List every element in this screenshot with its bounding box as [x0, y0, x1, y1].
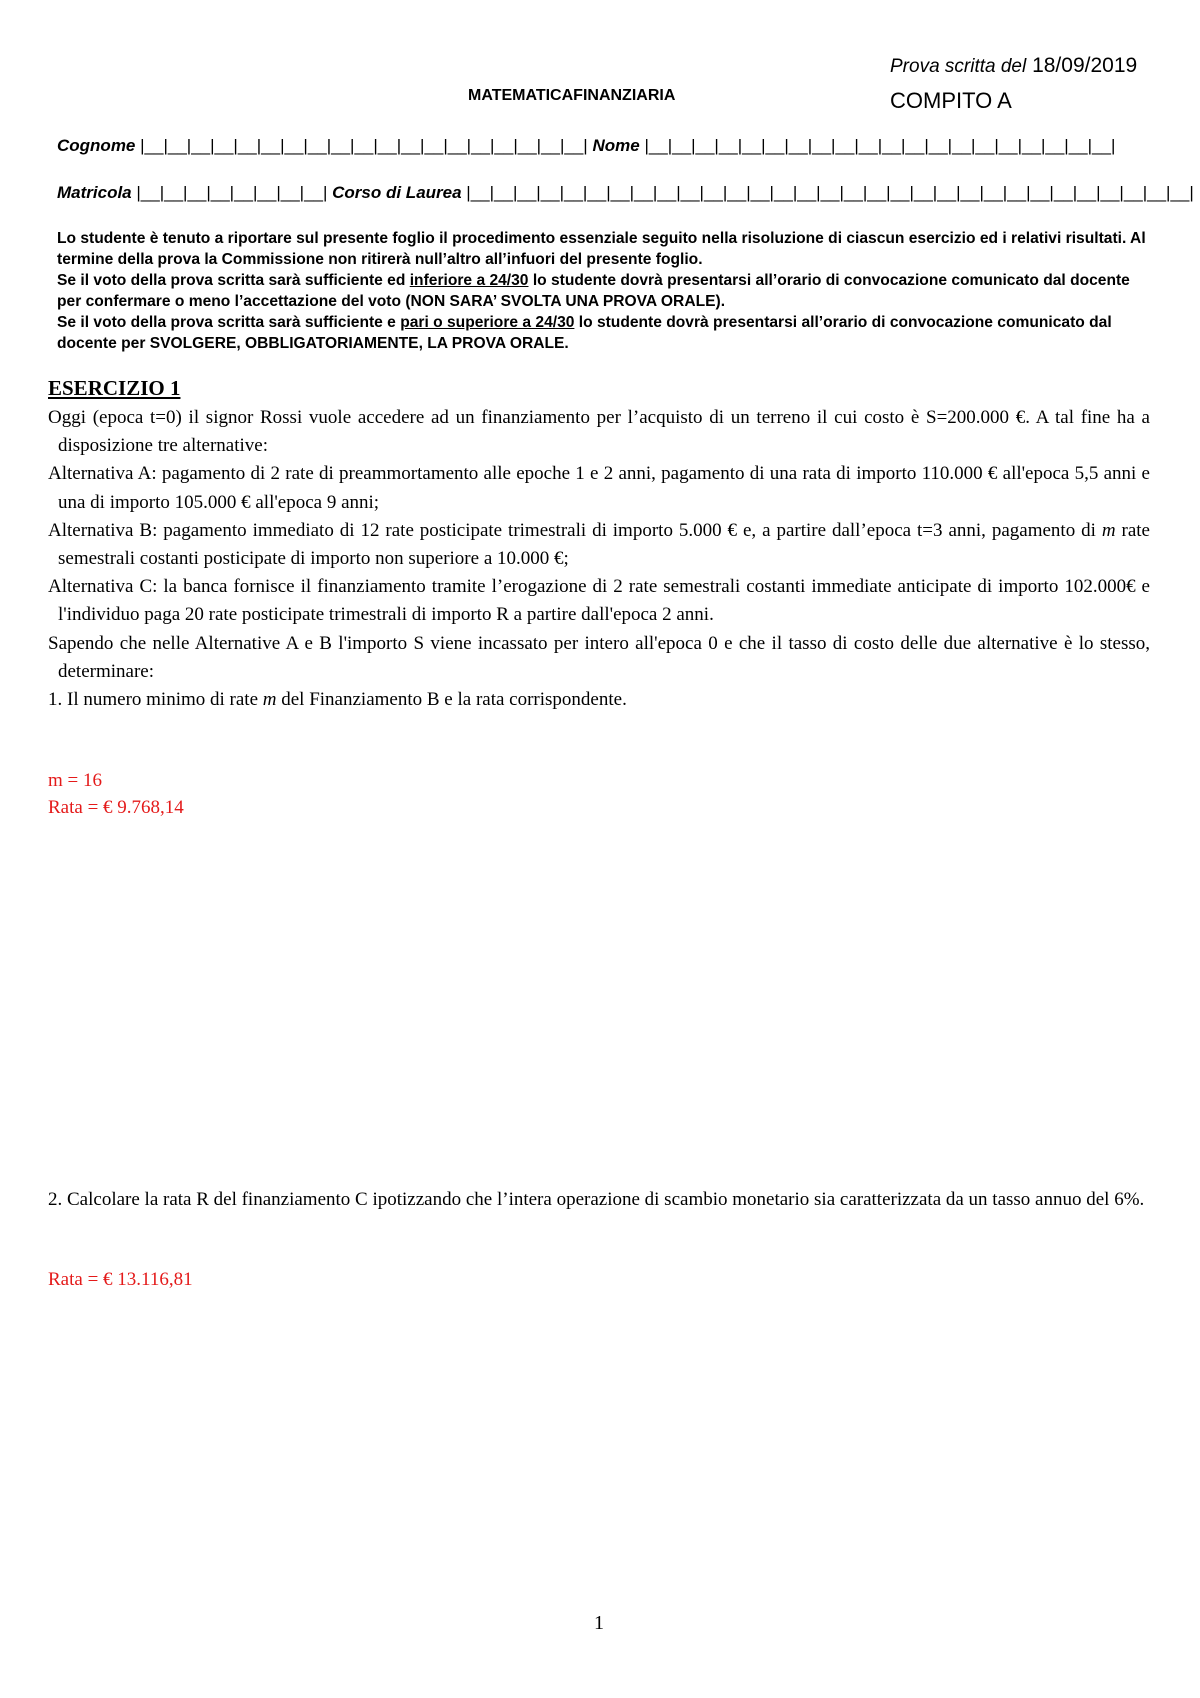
- surname-label: Cognome: [57, 136, 136, 155]
- alt-b-text: rate semestrali costanti posticipate di importo non superiore a 10.000 €;: [58, 519, 1150, 570]
- instruction-emphasis: pari o superiore a 24/30: [400, 314, 575, 331]
- instruction-text: lo studente dovrà presentarsi all’orario di convocazione comunicato dal docente per confermare o meno l’accettazione del voto (NON SARA’ SVOLTA UNA PROVA ORALE).: [57, 272, 1130, 310]
- name-field[interactable]: |__|__|__|__|__|__|__|__|__|__|__|__|__|__|__|__|__|__|__|__|: [644, 136, 1116, 155]
- answer-1-m: m = 16: [48, 770, 102, 791]
- alternative-a: Alternativa A: pagamento di 2 rate di preammortamento alle epoche 1 e 2 anni, pagamento di una rata di importo 110.000 € all'epoca 5,5 anni e una di importo 105.000 € all'epoca 9 anni;: [48, 463, 1150, 513]
- page-number: 1: [594, 1612, 604, 1634]
- exercise-body: [48, 404, 1150, 714]
- question-2: 2. Calcolare la rata R del finanziamento C ipotizzando che l’intera operazione di scambio monetario sia caratterizzata da un tasso annuo del 6%.: [48, 1189, 1145, 1210]
- exam-date-label: Prova scritta del: [890, 56, 1027, 77]
- q1-text: 1. Il numero minimo di rate: [48, 689, 263, 711]
- answer-1: [48, 767, 184, 821]
- exercise-given: Sapendo che nelle Alternative A e B l'importo S viene incassato per intero all'epoca 0 e che il tasso di costo delle due alternative è lo stesso, determinare:: [48, 632, 1150, 682]
- id-label: Matricola: [57, 183, 132, 202]
- instruction-text: Se il voto della prova scritta sarà sufficiente ed: [57, 272, 410, 289]
- course-title: MATEMATICAFINANZIARIA: [468, 87, 676, 104]
- alternative-c: Alternativa C: la banca fornisce il finanziamento tramite l’erogazione di 2 rate semestrali costanti immediate anticipate di importo 102.000€ e l'individuo paga 20 rate posticipate trimestrali di importo R a partire dall'epoca 2 anni.: [48, 576, 1150, 626]
- variable-m: m: [262, 689, 277, 711]
- exercise-intro: Oggi (epoca t=0) il signor Rossi vuole accedere ad un finanziamento per l’acquisto di un terreno il cui costo è S=200.000 €. A tal fine ha a disposizione tre alternative:: [48, 407, 1150, 457]
- exam-version: COMPITO A: [890, 88, 1012, 113]
- instructions: [57, 228, 1147, 354]
- answer-2-rata: Rata = € 13.116,81: [48, 1269, 193, 1290]
- instruction-paragraph-2: [57, 270, 1147, 312]
- surname-field[interactable]: |__|__|__|__|__|__|__|__|__|__|__|__|__|__|__|__|__|__|__|: [140, 136, 588, 155]
- question-1: [48, 686, 1150, 714]
- exam-date: [890, 54, 1137, 78]
- q1-text: del Finanziamento B e la rata corrispondente.: [276, 689, 627, 711]
- degree-label: Corso di Laurea: [332, 183, 462, 202]
- id-field[interactable]: |__|__|__|__|__|__|__|__|: [136, 183, 328, 202]
- exercise-title: ESERCIZIO 1: [48, 376, 181, 400]
- name-label: Nome: [592, 136, 640, 155]
- variable-m: m: [1101, 519, 1116, 541]
- student-name-row: [57, 136, 1115, 156]
- instruction-paragraph-3: [57, 312, 1147, 354]
- instruction-text: lo studente dovrà presentarsi all’orario di convocazione comunicato dal docente per SVOLGERE, OBBLIGATORIAMENTE, LA PROVA ORALE.: [57, 314, 1112, 352]
- instruction-emphasis: inferiore a 24/30: [409, 272, 529, 289]
- alternative-b: [48, 517, 1150, 573]
- instruction-paragraph-1: Lo studente è tenuto a riportare sul presente foglio il procedimento essenziale seguito nella risoluzione di ciascun esercizio ed i relativi risultati. Al termine della prova la Commissione non ritirerà null’altro all’infuori del presente foglio.: [57, 230, 1146, 268]
- student-id-row: [57, 183, 1194, 203]
- exam-date-value: 18/09/2019: [1032, 54, 1138, 77]
- alt-b-text: Alternativa B: pagamento immediato di 12 rate posticipate trimestrali di importo 5.000 € e, a partire dall’epoca t=3 anni, pagamento di: [48, 519, 1102, 541]
- answer-1-rata: Rata = € 9.768,14: [48, 797, 184, 818]
- instruction-text: Se il voto della prova scritta sarà sufficiente e: [57, 314, 401, 331]
- degree-field[interactable]: |__|__|__|__|__|__|__|__|__|__|__|__|__|__|__|__|__|__|__|__|__|__|__|__|__|__|__|__|__|__|__|: [466, 183, 1194, 202]
